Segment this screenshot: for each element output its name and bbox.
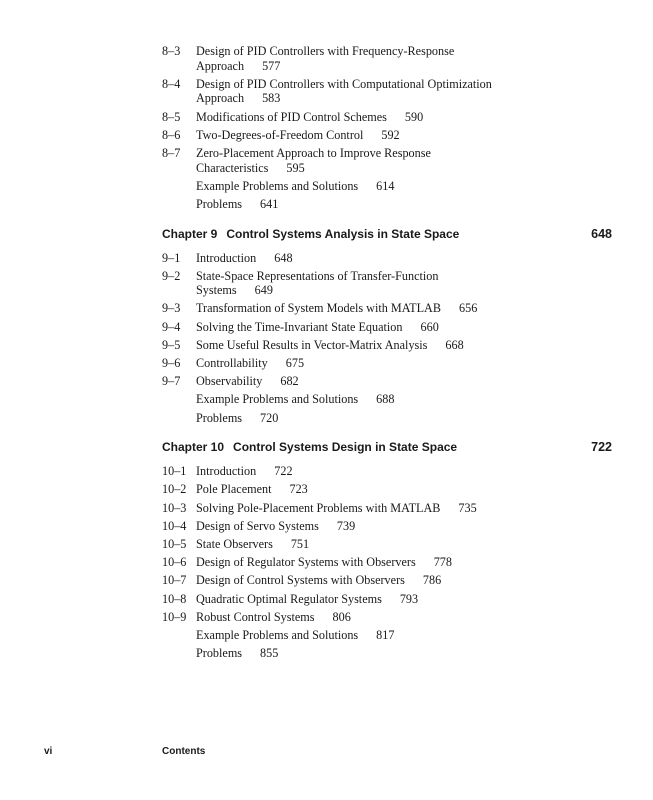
section-title-line: Two-Degrees-of-Freedom Control bbox=[196, 127, 364, 142]
section-text bbox=[196, 44, 612, 73]
section-page-number: 668 bbox=[445, 337, 464, 352]
section-text bbox=[196, 537, 612, 552]
section-page-number: 751 bbox=[290, 536, 310, 551]
section-page-number: 723 bbox=[289, 482, 308, 497]
toc-entry[interactable] bbox=[162, 197, 612, 212]
section-text bbox=[196, 128, 612, 143]
section-title-line: Problems bbox=[196, 410, 243, 425]
section-page-number: 786 bbox=[422, 573, 442, 588]
section-text bbox=[196, 146, 612, 175]
section-text bbox=[196, 197, 612, 212]
toc-entry[interactable] bbox=[162, 573, 612, 588]
section-text bbox=[196, 179, 612, 194]
section-page-number: 793 bbox=[399, 591, 419, 606]
toc-entry[interactable] bbox=[162, 464, 612, 479]
toc-entry[interactable] bbox=[162, 374, 612, 389]
section-text bbox=[196, 251, 612, 266]
toc-entry[interactable] bbox=[162, 592, 612, 607]
toc-entry[interactable] bbox=[162, 44, 612, 73]
section-page-number: 614 bbox=[376, 178, 395, 193]
section-number: 8–3 bbox=[162, 44, 181, 58]
section-page-number: 855 bbox=[260, 646, 279, 661]
chapter-heading[interactable] bbox=[162, 440, 612, 454]
section-number: 8–5 bbox=[162, 109, 181, 124]
section-text bbox=[196, 646, 612, 661]
section-number bbox=[162, 179, 196, 194]
section-number: 9–5 bbox=[162, 337, 181, 352]
toc-entry[interactable] bbox=[162, 269, 612, 298]
section-number bbox=[162, 628, 196, 643]
section-number: 9–6 bbox=[162, 356, 181, 371]
section-title-line: Approach bbox=[196, 91, 245, 106]
section-text bbox=[196, 519, 612, 534]
section-title-line: Observability bbox=[196, 374, 263, 389]
section-text bbox=[196, 610, 612, 625]
toc-entry[interactable] bbox=[162, 482, 612, 497]
section-title-line: Problems bbox=[196, 646, 243, 661]
section-page-number: 688 bbox=[376, 392, 395, 407]
section-page-number: 660 bbox=[420, 319, 439, 334]
section-title-line: Approach bbox=[196, 58, 245, 73]
section-text bbox=[196, 320, 612, 335]
section-title-line: Solving the Time-Invariant State Equation bbox=[196, 319, 403, 334]
chapter-label: Chapter 9 bbox=[162, 226, 218, 241]
section-number bbox=[162, 646, 196, 661]
section-number: 10–4 bbox=[162, 518, 187, 533]
section-page-number: 682 bbox=[280, 374, 299, 389]
section-number: 10–7 bbox=[162, 573, 187, 588]
section-number: 8–4 bbox=[162, 76, 181, 91]
section-page-number: 583 bbox=[262, 91, 281, 106]
section-text bbox=[196, 301, 612, 316]
section-title-line: Modifications of PID Control Schemes bbox=[196, 109, 387, 124]
toc-entry[interactable] bbox=[162, 411, 612, 426]
section-page-number: 720 bbox=[260, 410, 279, 425]
section-number bbox=[162, 197, 196, 212]
section-number: 10–1 bbox=[162, 464, 187, 479]
section-title-line: Example Problems and Solutions bbox=[196, 627, 359, 642]
section-text bbox=[196, 501, 612, 516]
section-text bbox=[196, 269, 612, 298]
toc-entry[interactable] bbox=[162, 338, 612, 353]
section-text bbox=[196, 392, 612, 407]
section-text bbox=[196, 110, 612, 125]
section-title-line: Some Useful Results in Vector-Matrix Analysis bbox=[196, 337, 428, 352]
toc-entry[interactable] bbox=[162, 179, 612, 194]
toc-entry[interactable] bbox=[162, 628, 612, 643]
section-title-line: Example Problems and Solutions bbox=[196, 178, 359, 193]
section-text bbox=[196, 482, 612, 497]
section-title-line: Design of Control Systems with Observers bbox=[196, 573, 405, 588]
section-text bbox=[196, 338, 612, 353]
toc-entry[interactable] bbox=[162, 251, 612, 266]
section-number: 9–4 bbox=[162, 319, 181, 334]
toc-entry[interactable] bbox=[162, 146, 612, 175]
section-number bbox=[162, 411, 196, 426]
toc-entry[interactable] bbox=[162, 392, 612, 407]
toc-entry[interactable] bbox=[162, 110, 612, 125]
section-title-line: Design of Regulator Systems with Observers bbox=[196, 555, 416, 570]
section-title-line: Solving Pole-Placement Problems with MATLAB bbox=[196, 500, 441, 515]
section-title-line: Pole Placement bbox=[196, 482, 272, 497]
toc-entry[interactable] bbox=[162, 555, 612, 570]
chapter-label: Chapter 10 bbox=[162, 440, 225, 455]
section-number: 9–3 bbox=[162, 301, 181, 316]
toc-entry[interactable] bbox=[162, 320, 612, 335]
section-page-number: 675 bbox=[285, 356, 305, 371]
toc-entry[interactable] bbox=[162, 646, 612, 661]
section-text bbox=[196, 411, 612, 426]
section-title-line: Zero-Placement Approach to Improve Response bbox=[196, 145, 431, 160]
section-title-line: Transformation of System Models with MATLAB bbox=[196, 301, 441, 316]
toc-entry[interactable] bbox=[162, 519, 612, 534]
section-title-line: Systems bbox=[196, 283, 237, 298]
section-text bbox=[196, 573, 612, 588]
section-page-number: 641 bbox=[260, 196, 279, 211]
section-title-line: Characteristics bbox=[196, 160, 269, 175]
chapter-heading[interactable] bbox=[162, 227, 612, 241]
section-title-line: Design of PID Controllers with Frequency-Response bbox=[196, 44, 455, 58]
toc-entry[interactable] bbox=[162, 301, 612, 316]
section-number: 10–6 bbox=[162, 555, 187, 570]
section-number: 9–2 bbox=[162, 268, 181, 283]
toc-entry[interactable] bbox=[162, 356, 612, 371]
section-page-number: 656 bbox=[459, 301, 478, 316]
section-title-line: Design of PID Controllers with Computational Optimization bbox=[196, 76, 492, 91]
section-text bbox=[196, 77, 612, 106]
section-number bbox=[162, 392, 196, 407]
section-title-line: Robust Control Systems bbox=[196, 609, 315, 624]
section-title-line: Quadratic Optimal Regulator Systems bbox=[196, 591, 382, 606]
section-title-line: State-Space Representations of Transfer-Function bbox=[196, 268, 439, 283]
toc-entry[interactable] bbox=[162, 77, 612, 106]
section-title-line: Introduction bbox=[196, 250, 257, 265]
chapter-title: Control Systems Design in State Space bbox=[233, 440, 458, 455]
section-number: 10–2 bbox=[162, 482, 187, 497]
section-number: 9–7 bbox=[162, 374, 181, 389]
chapter-title-group bbox=[162, 227, 459, 241]
toc-entry[interactable] bbox=[162, 610, 612, 625]
section-number: 10–5 bbox=[162, 536, 187, 551]
section-page-number: 595 bbox=[286, 160, 305, 175]
section-page-number: 577 bbox=[262, 58, 281, 73]
section-number: 10–8 bbox=[162, 591, 187, 606]
toc-entry[interactable] bbox=[162, 128, 612, 143]
section-title-line: Controllability bbox=[196, 356, 268, 371]
section-page-number: 778 bbox=[433, 555, 452, 570]
section-title-line: Example Problems and Solutions bbox=[196, 392, 359, 407]
page-folio: vi bbox=[44, 746, 53, 757]
section-number: 8–6 bbox=[162, 127, 181, 142]
section-number: 8–7 bbox=[162, 145, 181, 160]
section-text bbox=[196, 356, 612, 371]
chapter-title: Control Systems Analysis in State Space bbox=[226, 226, 460, 241]
section-number: 9–1 bbox=[162, 250, 181, 265]
toc-entry[interactable] bbox=[162, 537, 612, 552]
section-text bbox=[196, 374, 612, 389]
section-text bbox=[196, 592, 612, 607]
section-page-number: 590 bbox=[404, 109, 424, 124]
section-page-number: 735 bbox=[458, 500, 477, 515]
chapter-page-number: 648 bbox=[591, 226, 612, 241]
section-number: 10–3 bbox=[162, 500, 187, 515]
chapter-title-group bbox=[162, 440, 457, 454]
section-text bbox=[196, 555, 612, 570]
section-number: 10–9 bbox=[162, 609, 187, 624]
section-page-number: 649 bbox=[254, 283, 273, 298]
section-page-number: 806 bbox=[332, 609, 351, 624]
section-page-number: 722 bbox=[274, 464, 293, 479]
section-page-number: 648 bbox=[274, 250, 293, 265]
toc-entry[interactable] bbox=[162, 501, 612, 516]
running-head: Contents bbox=[162, 746, 206, 757]
section-text bbox=[196, 628, 612, 643]
table-of-contents bbox=[162, 44, 612, 664]
section-title-line: Problems bbox=[196, 196, 243, 211]
section-title-line: Introduction bbox=[196, 464, 257, 479]
section-page-number: 739 bbox=[336, 518, 356, 533]
section-page-number: 817 bbox=[376, 627, 395, 642]
chapter-page-number: 722 bbox=[591, 440, 612, 455]
section-text bbox=[196, 464, 612, 479]
section-page-number: 592 bbox=[381, 127, 400, 142]
section-title-line: Design of Servo Systems bbox=[196, 518, 319, 533]
section-title-line: State Observers bbox=[196, 536, 273, 551]
